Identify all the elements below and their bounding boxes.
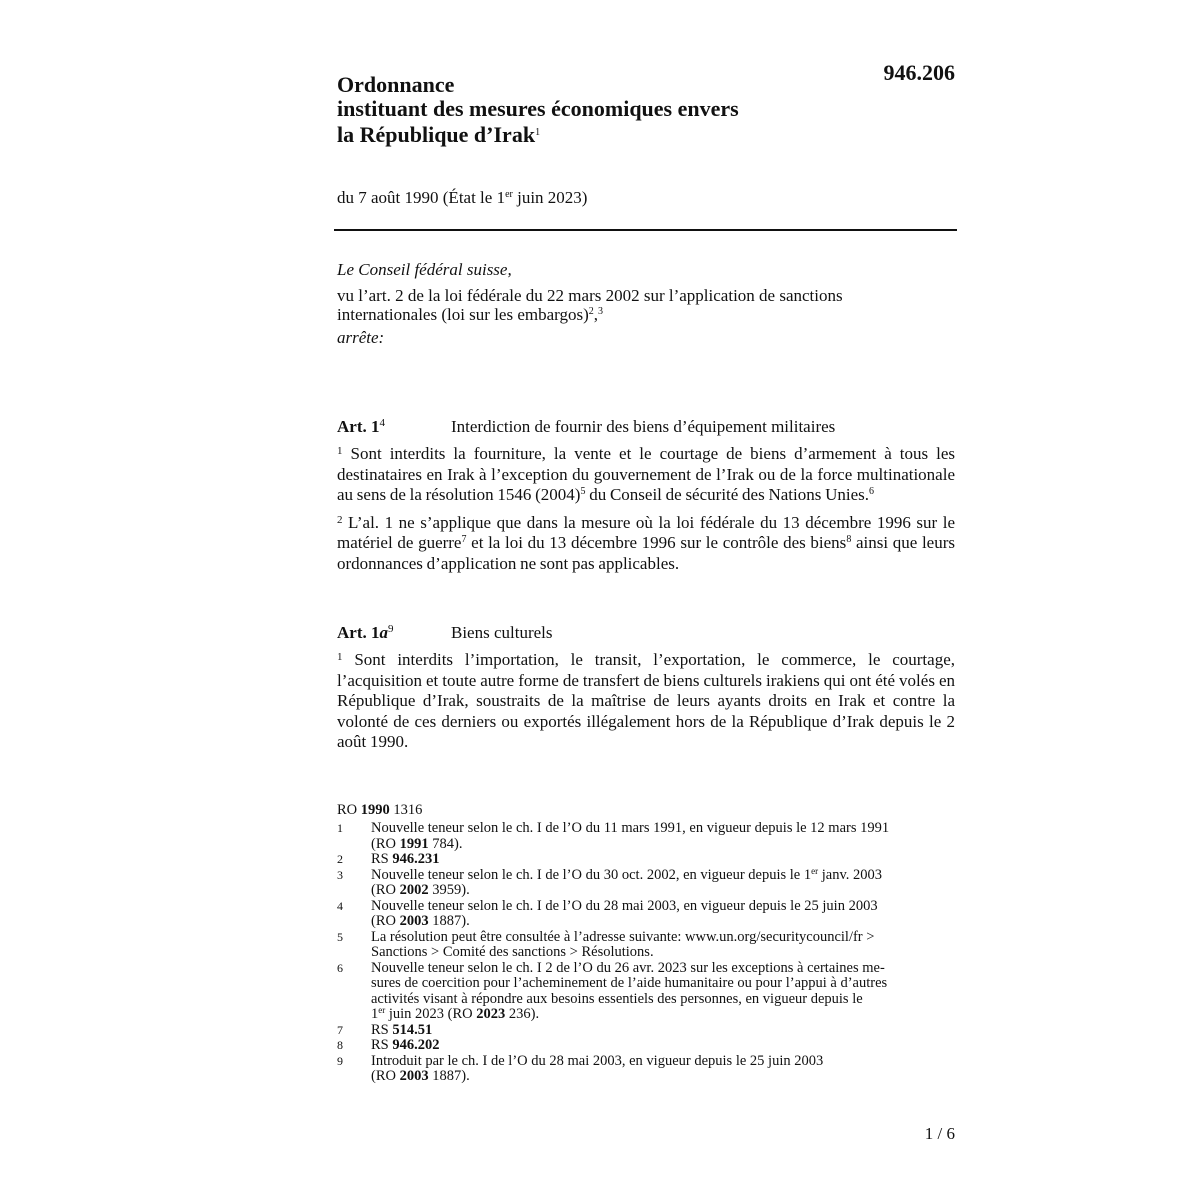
footnote-ref[interactable]: 2 xyxy=(588,306,594,317)
footnote-item xyxy=(337,961,957,1023)
header-divider xyxy=(334,229,957,231)
footnote-item xyxy=(337,930,957,961)
date-line: du 7 août 1990 (État le 1er juin 2023) xyxy=(337,188,588,207)
preamble-decree: arrête: xyxy=(337,328,385,347)
footnote-text: Nouvelle teneur selon le ch. I 2 de l’O du 26 avr. 2023 sur les exceptions à certaines me- sures de coercition pour l’acheminement de l’aide humanitaire ou pour l’appui à d’autres activités visant à répondre aux besoins essentiels des personnes, en vigueur depuis le 1er juin 2023 (RO 2023 236). xyxy=(371,959,888,1022)
footnote-number: 9 xyxy=(337,1053,343,1068)
preamble-intro: Le Conseil fédéral suisse, xyxy=(337,260,512,279)
footnote-number: 7 xyxy=(337,1022,343,1037)
footnote-number: 4 xyxy=(337,898,343,913)
footnote-list xyxy=(337,821,957,1085)
title-line-2: instituant des mesures économiques envers xyxy=(337,96,739,121)
sr-number: 946.206 xyxy=(883,60,955,85)
footnote-ref[interactable]: 3 xyxy=(598,306,604,317)
footnote-number: 1 xyxy=(337,821,343,835)
footnote-ref[interactable]: 4 xyxy=(379,417,385,429)
article-paragraph: $^1$ Sont interdits la fourniture, la vente et le courtage de biens d’armement à tous les destinataires en Irak à l’exception du gouvernement de l’Irak ou de la force multinationale au sens de la résolution 1546 (2004)$^5$ du Conseil de sécurité des Nations Unies.$^6$ xyxy=(337,444,955,504)
footnote-ref[interactable]: 8 xyxy=(846,534,852,545)
footnote-text: Introduit par le ch. I de l’O du 28 mai 2003, en vigueur depuis le 25 juin 2003 (RO 2003 1887). xyxy=(371,1052,824,1084)
footnote-item xyxy=(337,1023,957,1039)
article-heading xyxy=(337,416,955,438)
article-paragraph: $^1$ Sont interdits l’importation, le transit, l’exportation, le commerce, le courtage, l’acquisition et toute autre forme de transfert de biens culturels irakiens qui ont été volés en République d’Irak, soustraits de la maîtrise de leurs ayants droits en Irak et contre la volonté de ces derniers ou exportés illégalement hors de la République d’Irak depuis le 2 août 1990. xyxy=(337,650,955,751)
article-number: Art. $1a^9$ xyxy=(337,623,394,642)
footnote-ref[interactable]: 5 xyxy=(580,486,586,497)
footnote-text: Nouvelle teneur selon le ch. I de l’O du 30 oct. 2002, en vigueur depuis le 1er janv. 2003 (RO 2002 3959). xyxy=(371,865,883,898)
footnote-item xyxy=(337,852,957,868)
preamble-legal-basis: vu l’art. 2 de la loi fédérale du 22 mars 2002 sur l’application de sanctions internationales (loi sur les embargos)$^2$,$^3$ xyxy=(337,286,843,324)
footnote-text: RS 514.51 xyxy=(371,1021,433,1038)
footnote-number: 3 xyxy=(337,867,343,882)
page-number: 1 / 6 xyxy=(924,1124,955,1143)
footnote-number: 6 xyxy=(337,960,343,975)
footnote-item xyxy=(337,865,957,899)
footnote-text: Nouvelle teneur selon le ch. I de l’O du 11 mars 1991, en vigueur depuis le 12 mars 1991 (RO 1991 784). xyxy=(371,820,890,852)
footnote-item xyxy=(337,1038,957,1054)
title-line-1: Ordonnance xyxy=(337,72,455,97)
title-line-3: la République d’Irak$^1$ xyxy=(337,122,541,147)
footnote-ref[interactable]: 9 xyxy=(387,623,394,635)
article-number: Art. $1^4$ xyxy=(337,417,385,436)
article-heading xyxy=(337,622,955,644)
footnote-item xyxy=(337,821,957,852)
article-1 xyxy=(337,416,955,574)
footnote-item xyxy=(337,899,957,930)
footnotes xyxy=(337,801,957,1085)
preamble xyxy=(337,259,957,349)
article-title: Interdiction de fournir des biens d’équipement militaires xyxy=(451,417,836,436)
article-paragraph: $^2$ L’al. 1 ne s’applique que dans la mesure où la loi fédérale du 13 décembre 1996 sur le matériel de guerre$^7$ et la loi du 13 décembre 1996 sur le contrôle des biens$^8$ ainsi que leurs ordonnances d’application ne sont pas applicables. xyxy=(337,512,956,573)
footnote-text: RS 946.202 xyxy=(371,1037,440,1053)
title-footnote-ref[interactable]: 1 xyxy=(535,127,541,138)
ro-reference: RO 1990 1316 xyxy=(337,802,423,818)
footnote-ref[interactable]: 6 xyxy=(869,486,875,497)
footnote-text: RS 946.231 xyxy=(371,851,440,867)
footnote-number: 5 xyxy=(337,929,343,944)
footnote-ref[interactable]: 7 xyxy=(461,534,467,545)
footnote-number: 8 xyxy=(337,1038,343,1052)
footnote-text: Nouvelle teneur selon le ch. I de l’O du 28 mai 2003, en vigueur depuis le 25 juin 2003 (RO 2003 1887). xyxy=(371,897,878,929)
footnote-text: La résolution peut être consultée à l’adresse suivante: www.un.org/securitycouncil/fr > Sanctions > Comité des sanctions > Résolutions. xyxy=(371,928,875,960)
article-title: Biens culturels xyxy=(451,623,553,642)
footnote-number: 2 xyxy=(337,852,343,866)
footnote-item xyxy=(337,1054,957,1085)
article-1a xyxy=(337,622,955,753)
document-title xyxy=(337,73,857,147)
